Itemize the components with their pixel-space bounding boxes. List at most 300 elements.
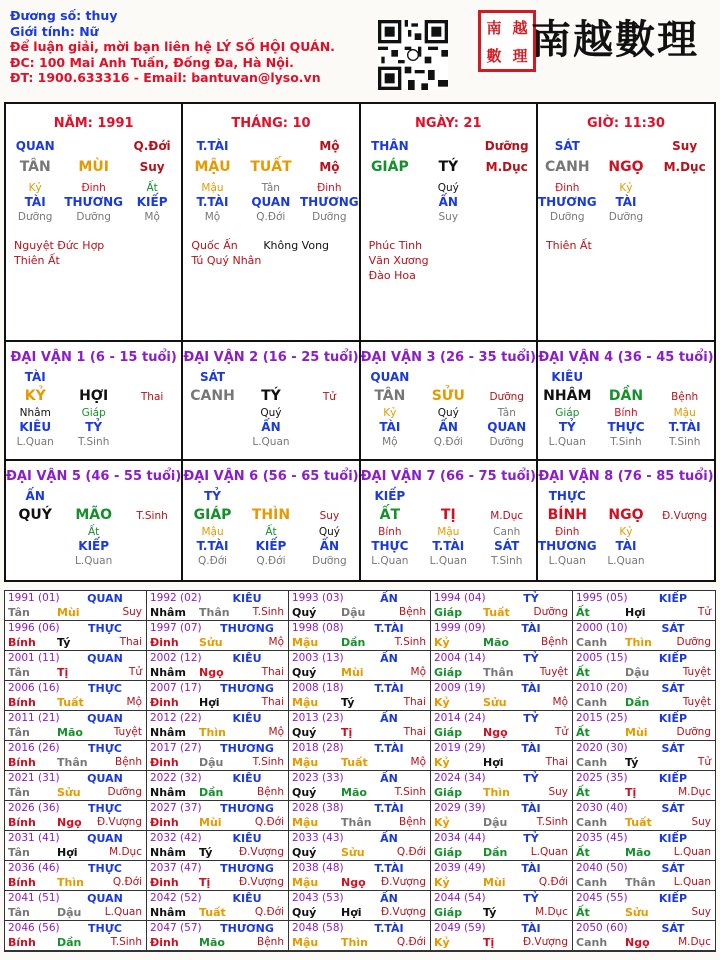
contact-line: Để luận giải, mời bạn liên hệ LÝ SỐ HỘI QUÁN. [10,39,335,54]
annual-cell [147,741,289,771]
annual-cell [431,681,573,711]
annual-cell [573,861,715,891]
heavenly-stem: Ất [576,786,590,799]
hidden-stage: Mộ [144,211,160,223]
annual-cell [289,741,431,771]
ten-god: THỰC [88,742,122,755]
earthly-branch: Tuất [199,906,226,919]
hidden-stem: Mậu [673,407,696,419]
heavenly-stem: QUÝ [18,507,52,523]
hidden-stems [183,525,358,568]
life-stage: Thai [403,726,426,738]
earthly-branch: Thìn [341,936,368,949]
annual-cell [5,741,147,771]
hidden-stems [183,181,358,224]
annual-cell [5,681,147,711]
hidden-stem: Bính [614,407,638,419]
heavenly-stem: Tân [8,726,30,739]
hidden-stem: Đinh [81,182,106,194]
heavenly-stem: Đinh [150,936,179,949]
annual-cell [573,651,715,681]
life-stage: Thai [140,390,164,403]
earthly-branch: Tị [483,936,495,949]
earthly-branch: Tuất [625,816,652,829]
life-stage: Thai [261,696,284,708]
ten-god: TÀI [521,742,541,755]
year-label: 2034 (44) [434,832,486,844]
heavenly-stem: Canh [576,876,608,889]
life-stage: Dưỡng [676,726,711,738]
ten-god: TỶ [523,712,539,725]
year-label: 2017 (27) [150,742,202,754]
annual-cell [289,921,431,951]
life-stage: M.Dục [490,509,524,522]
heavenly-stem: Ất [576,606,590,619]
pillar-gods [538,139,714,154]
heavenly-stem: Đinh [150,696,179,709]
heavenly-stem: Mậu [292,756,319,769]
heavenly-stem: Bính [8,816,36,829]
heavenly-stem: Nhâm [150,906,186,919]
annual-cell [431,861,573,891]
heavenly-stem: Tân [8,906,30,919]
heavenly-stem: Mậu [292,936,319,949]
hidden-stem: Kỷ [28,182,42,194]
pillar-gods [361,139,536,154]
ten-god: THỰC [88,802,122,815]
hidden-stage: Dưỡng [312,211,347,223]
earthly-branch: Mùi [199,816,222,829]
year-label: 2033 (43) [292,832,344,844]
year-label: 2047 (57) [150,922,202,934]
year-label: 2050 (60) [576,922,628,934]
ten-god: KIẾP [658,772,688,785]
heavenly-stem: Tân [8,786,30,799]
heavenly-stem: Giáp [434,906,463,919]
life-stage: Suy [548,786,568,798]
life-stage: Bệnh [541,636,568,648]
ten-god: KIẾP [658,592,688,605]
heavenly-stem: Quý [292,906,317,919]
heavenly-stem: Canh [576,696,608,709]
decade-cell [6,342,183,461]
annual-cell [147,921,289,951]
heavenly-stem: Kỷ [434,936,450,949]
life-stage: Mộ [552,696,568,708]
earthly-branch: TÝ [261,388,281,404]
life-stage: Tử [322,390,336,403]
ten-god: KIÊU [232,892,262,905]
life-stage: Tử [697,756,711,768]
earthly-branch: Tý [341,696,355,709]
phone-line: ĐT: 1900.633316 - Email: bantuvan@lyso.vn [10,70,321,85]
life-stage: M.Dục [678,786,711,798]
ten-god: THƯƠNG [220,742,274,755]
hidden-stage: T.Sinh [491,555,523,567]
hidden-stage: Suy [438,211,459,223]
annual-cell [147,591,289,621]
ten-god: QUAN [87,712,123,725]
ten-god: QUAN [370,370,410,384]
year-label: 2023 (33) [292,772,344,784]
year-label: 2026 (36) [8,802,60,814]
ten-god: TÀI [521,622,541,635]
pillar-main [183,158,358,177]
decade-title: ĐẠI VẬN 5 (46 - 55 tuổi) [6,469,182,484]
heavenly-stem: CANH [190,388,235,404]
decade-cell [538,342,714,461]
ten-god: SÁT [661,922,685,935]
hidden-stems [361,406,536,449]
ten-god: T.TÀI [374,922,404,935]
heavenly-stem: Đinh [150,816,179,829]
ten-god: ẤN [380,772,398,785]
earthly-branch: Mùi [57,606,80,619]
ten-god: SÁT [661,862,685,875]
year-label: 2018 (28) [292,742,344,754]
year-label: 2004 (14) [434,652,486,664]
decade-main [361,387,536,406]
hidden-god: QUAN [487,420,527,434]
gender-label: Giới tính: [10,23,75,39]
heavenly-stem: BÍNH [547,507,587,523]
ten-god: QUAN [15,139,55,153]
annual-cell [573,621,715,651]
void-label: Không Vong [263,239,330,252]
life-stage: M.Dục [663,160,706,174]
hidden-stem: Đinh [317,182,342,194]
earthly-branch: Dần [625,696,650,709]
annual-cell [573,591,715,621]
heavenly-stem: Giáp [434,726,463,739]
heavenly-stem: Mậu [292,816,319,829]
hidden-god: THỰC [607,420,645,434]
hidden-god: TỶ [85,420,103,434]
annual-cell [5,801,147,831]
life-stage: Mộ [126,696,142,708]
life-stage: T.Sinh [394,786,426,798]
life-stage: Suy [122,606,142,618]
ten-god: TÀI [521,862,541,875]
hidden-stem: Đinh [555,182,580,194]
heavenly-stem: GIÁP [193,507,232,523]
hidden-stage: Q.Đới [197,555,228,567]
life-stage: Đ.Vượng [662,509,708,522]
ten-god: THÂN [371,139,409,153]
life-stage: Q.Đới [254,906,284,918]
life-stage: Bệnh [115,756,142,768]
heavenly-stem: CANH [545,159,590,175]
hidden-stem: Kỷ [619,182,633,194]
earthly-branch: Sửu [57,786,81,799]
annual-cell [147,801,289,831]
annual-cell [573,681,715,711]
annual-cell [573,741,715,771]
annual-cell [431,831,573,861]
heavenly-stem: Mậu [292,696,319,709]
seal-char: 理 [512,46,528,65]
year-label: 1997 (07) [150,622,202,634]
life-stage: Tuyệt [682,666,711,678]
annual-cell [289,891,431,921]
annual-cell [289,651,431,681]
heavenly-stem: Quý [292,786,317,799]
earthly-branch: Mùi [483,876,506,889]
year-label: 2015 (25) [576,712,628,724]
year-label: 1999 (09) [434,622,486,634]
twelve-stage: Suy [672,139,698,153]
bazi-chart [4,102,716,582]
ten-god: THƯƠNG [220,802,274,815]
annual-cell [289,591,431,621]
life-stage: Q.Đới [112,876,142,888]
annual-luck-table [4,590,716,952]
hidden-stem: Mậu [437,526,460,538]
star-list [6,238,181,268]
hidden-stem: Quý [260,407,282,419]
decade-main [361,506,536,525]
pillar-cell [183,104,360,342]
star-name: Thiên Ất [545,239,592,252]
ten-god: THỰC [88,862,122,875]
life-stage: M.Dục [485,160,528,174]
year-label: 2027 (37) [150,802,202,814]
earthly-branch: Tuất [57,696,84,709]
hidden-god: ẤN [261,420,281,434]
heavenly-stem: Quý [292,846,317,859]
earthly-branch: Tị [625,786,637,799]
hidden-god: KIẾP [136,195,168,209]
hidden-stem: Mậu [201,526,224,538]
qr-code [378,20,448,90]
life-stage: Tuyệt [113,726,142,738]
earthly-branch: Ngọ [199,666,224,679]
pillar-main [6,158,181,177]
annual-cell [431,651,573,681]
annual-cell [573,771,715,801]
decade-cell [538,461,714,580]
heavenly-stem: TÂN [19,159,51,175]
year-label: 2011 (21) [8,712,60,724]
address-line: ĐC: 100 Mai Anh Tuấn, Đống Đa, Hà Nội. [10,54,294,70]
earthly-branch: Mão [57,726,83,739]
ten-god: ẤN [380,592,398,605]
annual-cell [5,711,147,741]
year-label: 2029 (39) [434,802,486,814]
hidden-god: THƯƠNG [64,195,123,209]
brand-logo [478,10,703,72]
year-label: 2028 (38) [292,802,344,814]
life-stage: M.Dục [678,936,711,948]
hidden-stem: Ất [265,526,277,538]
star-name: Đào Hoa [368,269,416,282]
annual-cell [147,831,289,861]
life-stage: Suy [319,509,340,522]
ten-god: THƯƠNG [220,682,274,695]
year-label: 2036 (46) [8,862,60,874]
life-stage: Mộ [268,636,284,648]
life-stage: Đ.Vượng [380,906,426,918]
ten-god: KIÊU [232,652,262,665]
year-label: 2020 (30) [576,742,628,754]
life-stage: Mộ [410,666,426,678]
pillar-main [361,158,536,177]
life-stage: L.Quan [530,846,568,858]
ten-god: KIẾP [658,832,688,845]
star-list [538,238,714,253]
year-label: 1994 (04) [434,592,486,604]
hidden-stems [6,525,181,568]
year-label: 2005 (15) [576,652,628,664]
ten-god: ẤN [25,489,45,503]
pillar-cell [6,104,183,342]
brand-char: 越 [573,16,613,63]
annual-cell [431,621,573,651]
life-stage: T.Sinh [394,636,426,648]
ten-god: KIẾP [658,892,688,905]
annual-cell [289,711,431,741]
ten-god: TỶ [523,772,539,785]
hidden-stems [538,406,714,449]
star-name: Văn Xương [368,254,429,267]
year-label: 2002 (12) [150,652,202,664]
year-label: 2001 (11) [8,652,60,664]
hidden-stage: L.Quan [16,436,54,448]
star-name: Phúc Tinh [368,239,423,252]
hidden-stem: Tân [497,407,516,419]
earthly-branch: Ngọ [483,726,508,739]
hidden-god: THƯƠNG [537,539,597,553]
year-label: 1992 (02) [150,592,202,604]
life-stage: Đ.Vượng [380,876,426,888]
hidden-stem: Giáp [555,407,580,419]
year-label: 1991 (01) [8,592,60,604]
annual-cell [147,681,289,711]
ten-god: ẤN [380,832,398,845]
gender-value: Nữ [79,23,99,39]
earthly-branch: TUẤT [250,159,292,175]
hidden-stage: Dưỡng [550,211,585,223]
annual-cell [5,621,147,651]
earthly-branch: Mùi [625,726,648,739]
pillar-cell [361,104,538,342]
hidden-god: T.TÀI [668,420,701,434]
hidden-stage: L.Quan [548,436,586,448]
hidden-stage: T.Sinh [668,436,701,448]
hidden-god: KIÊU [19,420,52,434]
heavenly-stem: Bính [8,636,36,649]
annual-cell [147,861,289,891]
heavenly-stem: Canh [576,936,608,949]
annual-cell [147,771,289,801]
decade-god [6,370,181,385]
decade-cell [361,461,538,580]
hidden-stage: Dưỡng [17,211,53,223]
hidden-stage: Dưỡng [608,211,644,223]
brand-char: 理 [657,16,697,63]
life-stage: Bệnh [257,936,284,948]
ten-god: T.TÀI [374,862,404,875]
life-stage: Q.Đới [538,876,568,888]
ten-god: T.TÀI [374,802,404,815]
ten-god: TÀI [24,370,46,384]
life-stage: Tử [697,606,711,618]
ten-god: T.TÀI [196,139,229,153]
heavenly-stem: Nhâm [150,726,186,739]
life-stage: M.Dục [535,906,568,918]
ten-god: SÁT [661,742,685,755]
year-label: 2010 (20) [576,682,628,694]
hidden-stage: Q.Đới [433,436,463,448]
life-stage: T.Sinh [252,606,284,618]
year-label: 2030 (40) [576,802,628,814]
heavenly-stem: Đinh [150,636,179,649]
earthly-branch: Mùi [341,666,364,679]
hidden-god: THƯƠNG [299,195,359,209]
year-label: 2019 (29) [434,742,486,754]
hidden-stem: Kỷ [383,407,397,419]
earthly-branch: Thân [199,606,230,619]
ten-god: KIÊU [232,832,262,845]
hidden-god: QUAN [251,195,291,209]
year-label: 2048 (58) [292,922,344,934]
ten-god: SÁT [661,802,685,815]
heavenly-stem: Đinh [150,876,179,889]
life-stage: Bệnh [399,606,426,618]
ten-god: KIẾP [374,489,406,503]
life-stage: Bệnh [671,390,699,403]
earthly-branch: Tuất [341,756,368,769]
pillar-title: THÁNG: 10 [231,116,311,131]
year-label: 2038 (48) [292,862,344,874]
ten-god: QUAN [87,652,123,665]
star-name: Quốc Ấn [191,239,238,252]
annual-cell [5,831,147,861]
life-stage: Thai [261,666,284,678]
ten-god: KIẾP [658,652,688,665]
year-label: 2007 (17) [150,682,202,694]
hidden-god: TÀI [615,539,637,553]
life-stage: Tử [128,666,142,678]
ten-god: THỰC [88,922,122,935]
ten-god: TÀI [521,682,541,695]
pillar-main [538,158,714,177]
hidden-god: T.TÀI [432,539,465,553]
seal-char: 南 [486,18,502,37]
hidden-god: THỰC [371,539,409,553]
hidden-stem: Mậu [201,182,224,194]
decade-god [6,489,181,504]
ten-god: ẤN [380,712,398,725]
earthly-branch: Dần [57,936,82,949]
heavenly-stem: Quý [292,726,317,739]
life-stage: Dưỡng [489,390,524,403]
heavenly-stem: Ất [576,846,590,859]
hidden-stage: L.Quan [371,555,409,567]
hidden-god: TÀI [615,195,637,209]
ten-god: KIÊU [232,772,262,785]
hidden-god: KIẾP [255,539,287,553]
hidden-god: TÀI [24,195,46,209]
hidden-stems [183,406,358,449]
year-label: 2012 (22) [150,712,202,724]
hidden-stem: Giáp [81,407,106,419]
life-stage: Đ.Vượng [96,816,142,828]
earthly-branch: NGỌ [608,507,644,523]
hidden-god: ẤN [438,195,458,209]
annual-cell [289,831,431,861]
earthly-branch: Mão [341,786,367,799]
